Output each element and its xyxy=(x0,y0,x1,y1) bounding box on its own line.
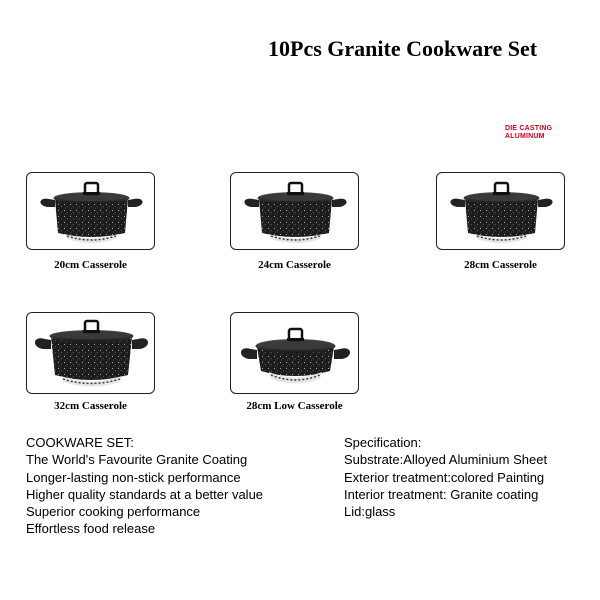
product-caption: 20cm Casserole xyxy=(54,259,127,271)
feature-item: Higher quality standards at a better value xyxy=(26,486,264,502)
feature-item: Longer-lasting non-stick performance xyxy=(26,469,241,485)
casserole-20cm-image xyxy=(27,173,155,250)
badge-line-1: DIE CASTING xyxy=(505,125,553,132)
specification-heading: Specification: xyxy=(344,435,422,450)
product-card-32cm[interactable] xyxy=(26,312,155,394)
product-caption: 28cm Casserole xyxy=(464,259,537,271)
spec-item: Interior treatment: Granite coating xyxy=(344,486,539,502)
casserole-32cm-image xyxy=(27,313,155,394)
page-title: 10Pcs Granite Cookware Set xyxy=(268,36,538,61)
product-card-24cm[interactable] xyxy=(230,172,359,250)
feature-item: Effortless food release xyxy=(26,521,156,537)
product-card-28cm-low[interactable] xyxy=(230,312,359,394)
die-casting-badge xyxy=(505,125,552,141)
casserole-24cm-image xyxy=(231,173,359,250)
spec-item: Lid:glass xyxy=(344,504,396,520)
product-card-20cm[interactable] xyxy=(26,172,155,250)
badge-line-2: ALUMINUM xyxy=(505,133,545,140)
spec-item: Substrate:Alloyed Aluminium Sheet xyxy=(344,452,548,468)
features-heading: COOKWARE SET: xyxy=(26,435,134,450)
product-caption: 28cm Low Casserole xyxy=(246,400,343,412)
feature-item: The World's Favourite Granite Coating xyxy=(26,452,248,468)
product-caption: 24cm Casserole xyxy=(258,259,331,271)
casserole-28cm-image xyxy=(437,173,565,250)
features-list xyxy=(26,434,263,538)
spec-item: Exterior treatment:colored Painting xyxy=(344,469,545,485)
product-caption: 32cm Casserole xyxy=(54,400,127,412)
specification-list xyxy=(344,434,547,520)
product-card-28cm[interactable] xyxy=(436,172,565,250)
feature-item: Superior cooking performance xyxy=(26,504,201,520)
low-casserole-28cm-image xyxy=(231,313,359,394)
